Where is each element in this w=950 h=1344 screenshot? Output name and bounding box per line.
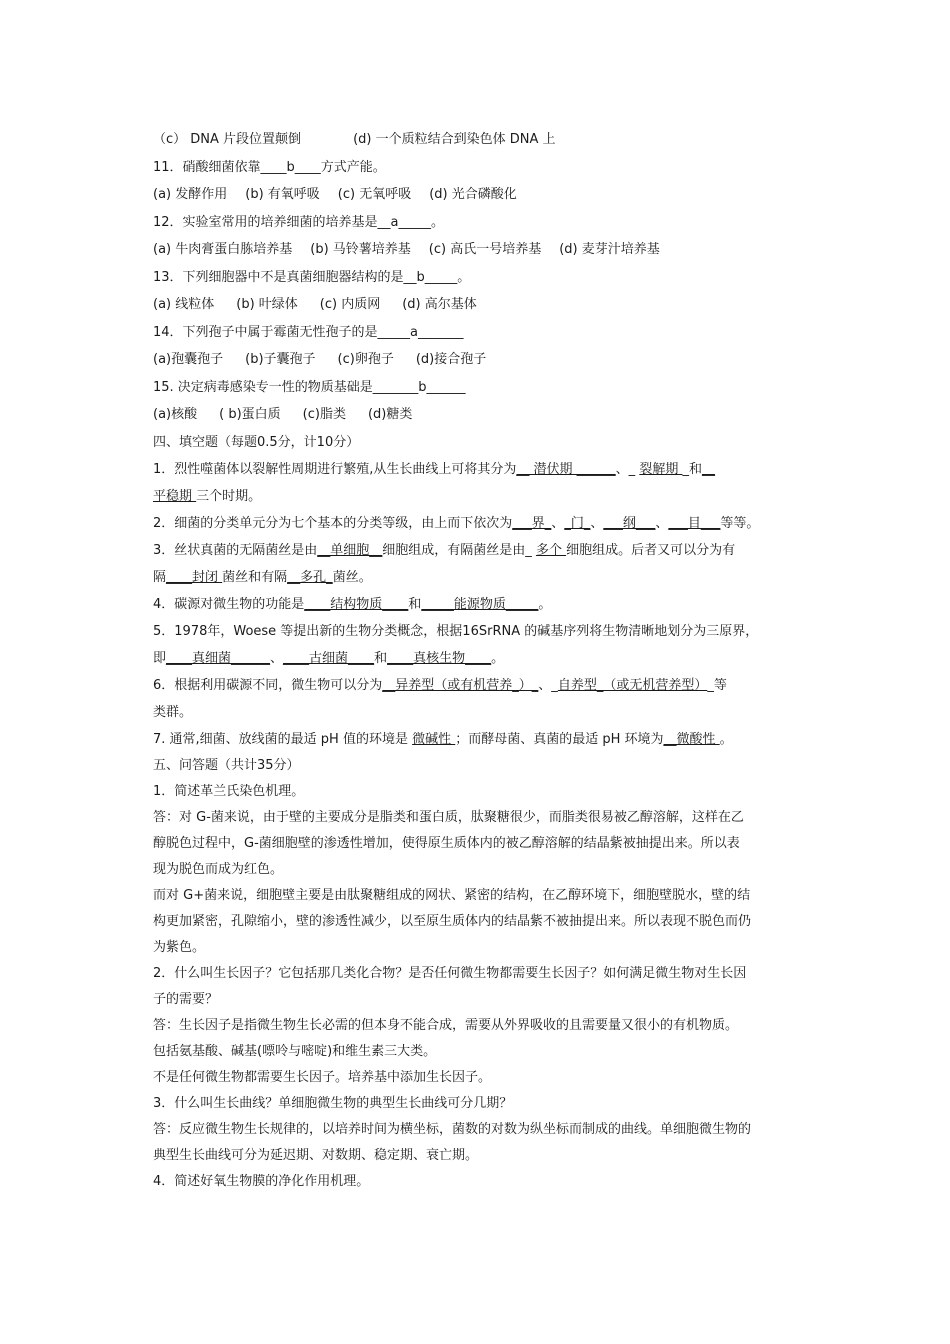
- section4-title: 四、填空题（每题0.5分，计10分）: [153, 434, 360, 450]
- qa-q2-line2: 子的需要？: [153, 991, 219, 1007]
- qa-a2-line3: 不是任何微生物都需要生长因子。培养基中添加生长因子。: [153, 1069, 492, 1085]
- qa-q2-line1: 2．什么叫生长因子？它包括那几类化合物？是否任何微生物都需要生长因子？如何满足微生物对生长因: [153, 965, 747, 981]
- qa-a2-line2: 包括氨基酸、碱基(嘌呤与嘧啶)和维生素三大类。: [153, 1043, 437, 1059]
- qa-q3: 3．什么叫生长曲线？单细胞微生物的典型生长曲线可分几期？: [153, 1095, 513, 1111]
- mc-q14: 14．下列孢子中属于霉菌无性孢子的是_____a_______: [153, 324, 464, 340]
- mc-q12-options: (a) 牛肉膏蛋白胨培养基 (b) 马铃薯培养基 (c) 高氏一号培养基 (d) 麦芽汁培养基: [153, 242, 660, 257]
- fill-q3-cont: 隔____封闭 菌丝和有隔__多孔_菌丝。: [153, 569, 372, 585]
- qa-a1-line6: 为紫色。: [153, 939, 206, 955]
- mc-q11-options: (a) 发酵作用 (b) 有氧呼吸 (c) 无氧呼吸 (d) 光合磷酸化: [153, 187, 517, 202]
- fill-q3: 3．丝状真菌的无隔菌丝是由__单细胞__细胞组成，有隔菌丝是由_ 多个 细胞组成。后者又可以分为有: [153, 542, 736, 558]
- exam-page: [153, 126, 813, 1195]
- fill-q1: 1．烈性噬菌体以裂解性周期进行繁殖,从生长曲线上可将其分为__ 潜伏期 ______、_ 裂解期 _和__: [153, 461, 715, 477]
- fill-q5: 5．1978年，Woese 等提出新的生物分类概念，根据16SrRNA 的碱基序列将生物清晰地划分为三原界，: [153, 623, 759, 639]
- mc-q15-options: (a)核酸 ( b)蛋白质 (c)脂类 (d)糖类: [153, 407, 413, 422]
- fill-q6-cont: 类群。: [153, 704, 193, 720]
- fill-q4: 4．碳源对微生物的功能是____结构物质____和_____能源物质_____。: [153, 596, 552, 612]
- qa-a1-line5: 构更加紧密，孔隙缩小，壁的渗透性减少，以至原生质体内的结晶紫不被抽提出来。所以表现不脱色而仍: [153, 913, 752, 929]
- fill-q2: 2．细菌的分类单元分为七个基本的分类等级，由上而下依次为___界_、_门_、___纲___、___目___等等。: [153, 515, 760, 531]
- qa-a3-line1: 答：反应微生物生长规律的，以培养时间为横坐标，菌数的对数为纵坐标而制成的曲线。单细胞微生物的: [153, 1121, 752, 1137]
- mc-q10-options-cd: （c） DNA 片段位置颠倒 (d) 一个质粒结合到染色体 DNA 上: [153, 132, 556, 147]
- mc-q13: 13．下列细胞器中不是真菌细胞器结构的是__b_____。: [153, 269, 471, 285]
- qa-a1-line2: 醇脱色过程中，G-菌细胞壁的渗透性增加，使得原生质体内的被乙醇溶解的结晶紫被抽提出来。所以表: [153, 835, 740, 851]
- fill-q7: 7. 通常,细菌、放线菌的最适 pH 值的环境是 微碱性 ；而酵母菌、真菌的最适 pH 环境为__微酸性 。: [153, 731, 733, 747]
- qa-q1: 1．简述革兰氏染色机理。: [153, 783, 305, 799]
- qa-q4: 4．简述好氧生物膜的净化作用机理。: [153, 1173, 370, 1189]
- mc-q11: 11．硝酸细菌依靠____b____方式产能。: [153, 159, 386, 175]
- qa-a1-line3: 现为脱色而成为红色。: [153, 861, 284, 877]
- fill-q5-cont: 即____真细菌______、____古细菌____和____真核生物____。: [153, 650, 505, 666]
- mc-q14-options: (a)孢囊孢子 (b)子囊孢子 (c)卵孢子 (d)接合孢子: [153, 352, 487, 367]
- qa-a1-line1: 答：对 G-菌来说，由于壁的主要成分是脂类和蛋白质，肽聚糖很少，而脂类很易被乙醇溶解，这样在乙: [153, 809, 744, 825]
- section5-title: 五、问答题（共计35分）: [153, 757, 300, 773]
- mc-q12: 12．实验室常用的培养细菌的培养基是__a_____。: [153, 214, 445, 230]
- fill-q6: 6．根据利用碳源不同，微生物可以分为__异养型（或有机营养_）_、_自养型_（或无机营养型）_等: [153, 677, 727, 693]
- qa-a1-line4: 而对 G+菌来说，细胞壁主要是由肽聚糖组成的网状、紧密的结构，在乙醇环境下，细胞壁脱水，壁的结: [153, 887, 751, 903]
- mc-q15: 15. 决定病毒感染专一性的物质基础是_______b______: [153, 379, 466, 395]
- qa-a2-line1: 答：生长因子是指微生物生长必需的但本身不能合成，需要从外界吸收的且需要量又很小的有机物质。: [153, 1017, 739, 1033]
- mc-q13-options: (a) 线粒体 (b) 叶绿体 (c) 内质网 (d) 高尔基体: [153, 297, 477, 312]
- fill-q1-cont: 平稳期 三个时期。: [153, 488, 262, 504]
- qa-a3-line2: 典型生长曲线可分为延迟期、对数期、稳定期、衰亡期。: [153, 1147, 479, 1163]
